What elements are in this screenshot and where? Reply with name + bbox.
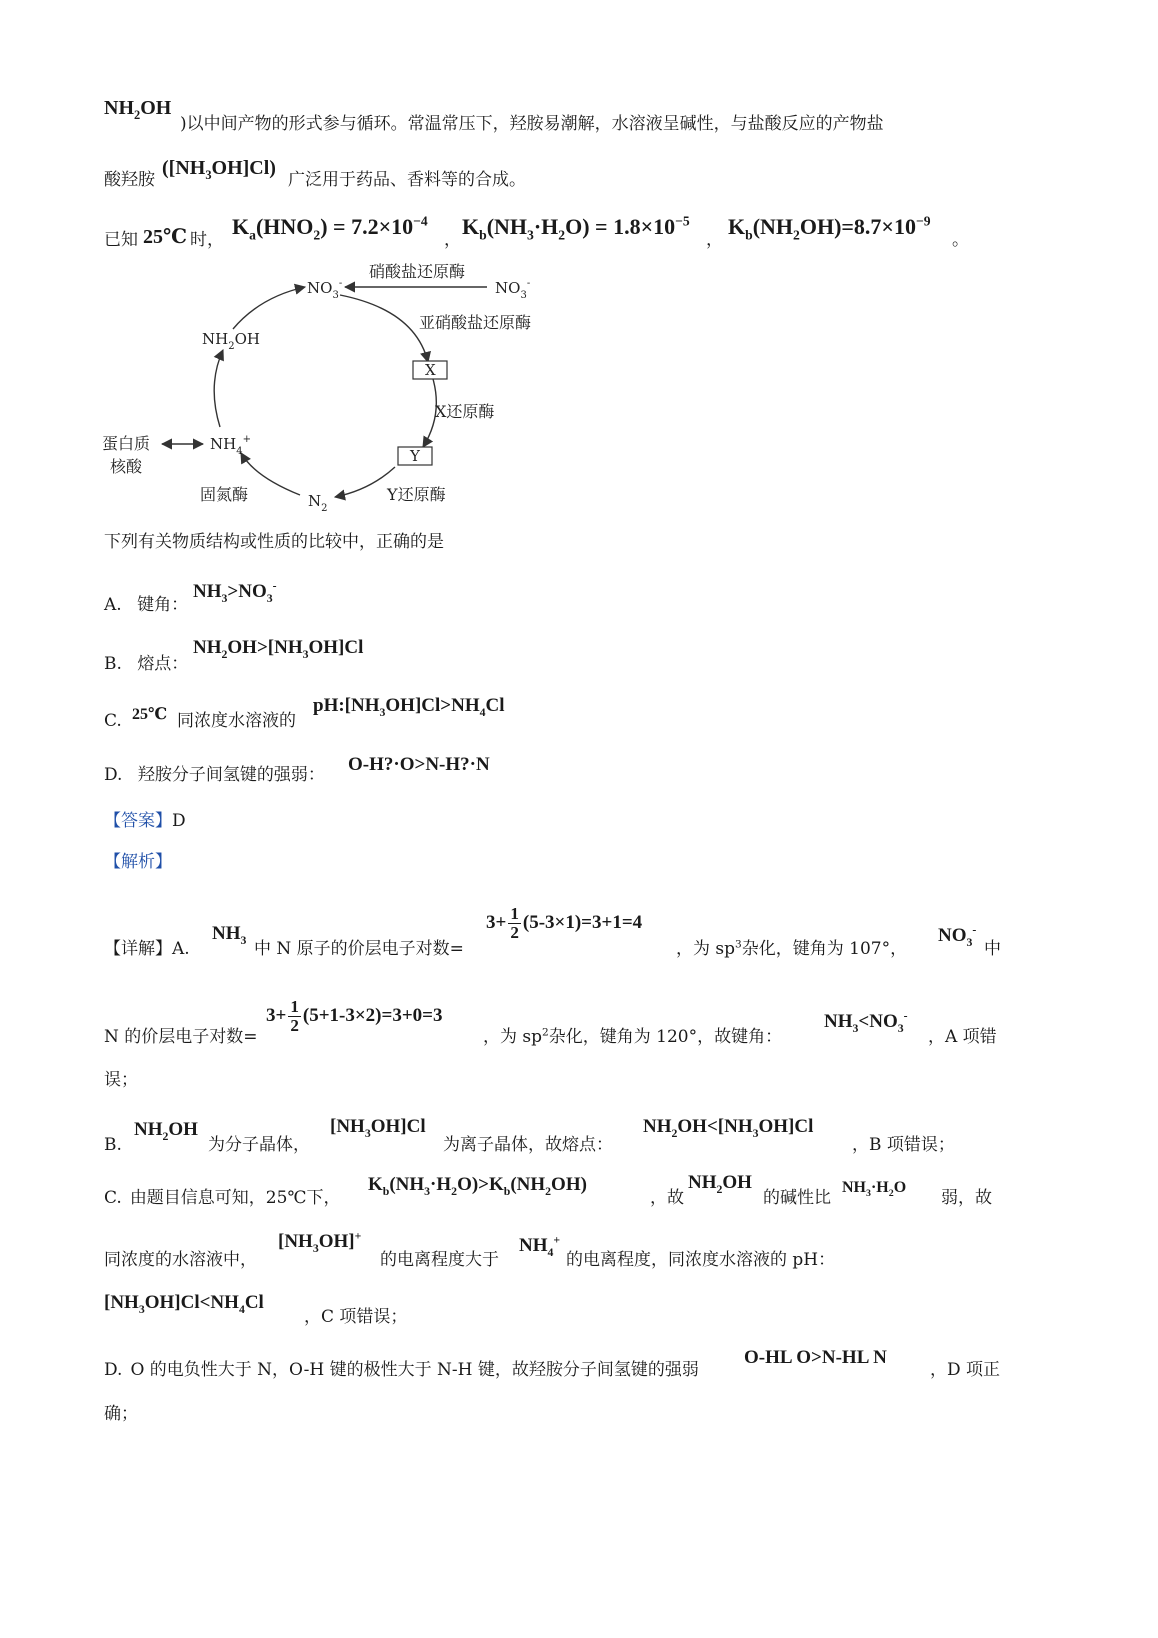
detail-a-letter: A. (172, 939, 190, 959)
label-nucleic-acid: 核酸 (110, 457, 143, 476)
detail-b-f2: $[NH_3OH]Cl$ (330, 1116, 426, 1140)
detail-a-line3: 误； (104, 1070, 138, 1090)
detail-b-t3: ，B 项错误； (852, 1135, 955, 1155)
detail-b-t1: 为分子晶体， (208, 1135, 310, 1155)
detail-c-t2: ，故 (650, 1188, 684, 1208)
option-c-formula: $pH:[NH_3OH]Cl>NH_4Cl$ (313, 695, 505, 719)
detail-b-f3: $NH_2OH<[NH_3OH]Cl$ (643, 1116, 814, 1140)
detail-d-line2: 确； (104, 1404, 138, 1424)
intro-formula-hydroxylamine-hcl: $([NH_3OH]Cl)$ (162, 157, 276, 182)
answer-value: D (172, 811, 186, 831)
analysis-tag: 【解析】 (104, 852, 172, 872)
kb-nh3h2o: $K_b(NH_3\cdot H_2O) = 1.8\times 10^{-5}$ (462, 213, 690, 243)
question-stem: 下列有关物质结构或性质的比较中，正确的是 (104, 532, 444, 552)
arrow-nh2oh-to-no3 (233, 287, 305, 329)
detail-c-f1: $K_b(NH_3\cdot H_2O)>K_b(NH_2OH)$ (368, 1174, 587, 1198)
intro-line-2-pre: 酸羟胺 (104, 170, 155, 190)
sep-2: ， (706, 230, 723, 250)
detail-a-text: 中 N 原子的价层电子对数= (254, 939, 464, 959)
detail-a-calc-1: 3+ $\frac{1}{2}$ (5-3×1)=3+1=4 (486, 904, 643, 942)
detail-b-f1: $NH_2OH$ (134, 1119, 198, 1143)
ka-hno2: $K_a(HNO_2) = 7.2\times 10^{-4}$ (232, 213, 428, 243)
detail-d-line: D. O 的电负性大于 N，O-H 键的极性大于 N-H 键，故羟胺分子间氢键的强弱 (104, 1360, 699, 1380)
detail-b-t2: 为离子晶体，故熔点： (443, 1135, 613, 1155)
detail-c2-f1: $[NH_3OH]^+$ (278, 1229, 362, 1255)
species-no3-top: $NO_3^-$ (307, 278, 343, 301)
intro-line-2-post: 广泛用于药品、香料等的合成。 (288, 170, 526, 190)
fraction-half: $\frac{1}{2}$ (510, 904, 519, 942)
option-c-letter: C. (104, 711, 122, 731)
kb-nh2oh: $K_b(NH_2OH)=8.7\times 10^{-9}$ (728, 213, 931, 243)
option-c-label: 同浓度水溶液的 (177, 711, 296, 731)
detail-a-hybrid-2: ，为 $sp^2$杂化，键角为 120°，故键角： (483, 1026, 783, 1047)
label-nitrogenase: 固氮酶 (200, 485, 249, 504)
option-a-letter: A. (104, 595, 122, 615)
species-nh2oh: $NH_2OH$ (202, 330, 260, 352)
option-d[interactable] (104, 767, 325, 784)
arrow-nitrogenase (241, 453, 300, 495)
answer-line (104, 813, 186, 830)
detail-d-f1: O-HL O>N-HL N (744, 1347, 887, 1368)
detail-c2-t2: 的电离程度大于 (380, 1250, 499, 1270)
option-d-label: 羟胺分子间氢键的强弱： (137, 765, 325, 785)
intro-line-1: )以中间产物的形式参与循环。常温常压下，羟胺易潮解，水溶液呈碱性，与盐酸反应的产物盐 (180, 114, 884, 134)
species-no3-right: $NO_3^-$ (495, 278, 531, 301)
arrow-y-reductase (335, 467, 395, 497)
label-nitrite-reductase: 亚硝酸盐还原酶 (419, 313, 532, 332)
nitrogen-cycle-diagram (95, 255, 575, 520)
detail-tag: 【详解】 (104, 939, 172, 959)
detail-a-wrong: ，A 项错 (928, 1027, 997, 1047)
detail-c2-t3: 的电离程度，同浓度水溶液的 pH： (566, 1250, 836, 1270)
option-a[interactable] (104, 597, 188, 614)
end-period: 。 (952, 230, 969, 250)
label-nitrate-reductase: 硝酸盐还原酶 (369, 262, 466, 281)
option-b-letter: B. (104, 654, 122, 674)
option-a-formula: $NH_3>NO_3^-$ (193, 579, 277, 605)
detail-a-calc-2: 3+ $\frac{1}{2}$ (5+1-3×2)=3+0=3 (266, 997, 443, 1035)
detail-c-line1: C. 由题目信息可知，25℃下， (104, 1188, 341, 1208)
detail-a-nh3: $NH_3$ (212, 923, 247, 947)
option-b-label: 熔点： (137, 654, 189, 674)
option-b[interactable] (104, 656, 188, 673)
option-c-temp: 25℃ (132, 706, 168, 723)
label-protein: 蛋白质 (102, 434, 151, 453)
option-c[interactable] (104, 713, 122, 730)
sep-1: ， (444, 230, 461, 250)
detail-c3-t1: ，C 项错误； (304, 1307, 408, 1327)
intro-temp: 25℃ (143, 226, 187, 248)
detail-c2-f2: $NH_4^+$ (519, 1233, 561, 1259)
intro-known: 已知 (104, 230, 138, 250)
detail-d-t2: ，D 项正 (930, 1360, 1001, 1380)
species-nh4: $NH_4^+$ (210, 434, 251, 457)
option-d-formula: O-H?·O>N-H?·N (348, 754, 490, 775)
detail-c-f3: $NH_3\cdot H_2O$ (842, 1179, 907, 1200)
detail-c2-t1: 同浓度的水溶液中， (104, 1250, 257, 1270)
detail-b-letter: B. (104, 1135, 122, 1155)
detail-a-compare: $NH_3<NO_3^-$ (824, 1009, 908, 1035)
answer-tag: 【答案】 (104, 811, 172, 831)
arrow-nh4-to-nh2oh (214, 350, 223, 427)
detail-tag-line (104, 941, 190, 958)
detail-c3-f1: $[NH_3OH]Cl<NH_4Cl$ (104, 1292, 264, 1316)
detail-a-hybrid: ，为 $sp^3$杂化，键角为 107°， (676, 938, 908, 959)
box-x-label: X (425, 361, 436, 379)
detail-c-f2: $NH_2OH$ (688, 1172, 752, 1196)
species-n2: $N_2$ (308, 492, 328, 514)
detail-a-no3: $NO_3^-$ (938, 923, 977, 949)
option-b-formula: $NH_2OH>[NH_3OH]Cl$ (193, 637, 364, 661)
label-x-reductase: X还原酶 (435, 402, 495, 421)
arrow-nitrite-reductase (340, 295, 428, 362)
detail-c-t4: 弱，故 (941, 1188, 992, 1208)
intro-when: 时， (190, 230, 224, 250)
intro-formula-nh2oh: $NH_2OH$ (104, 97, 172, 122)
option-a-label: 键角： (137, 595, 189, 615)
detail-a-line2: N 的价层电子对数= (104, 1027, 258, 1047)
box-y-label: Y (410, 447, 420, 465)
label-y-reductase: Y还原酶 (387, 485, 446, 504)
detail-c-t3: 的碱性比 (763, 1188, 831, 1208)
option-d-letter: D. (104, 765, 123, 785)
detail-a-zhong: 中 (984, 939, 1001, 959)
